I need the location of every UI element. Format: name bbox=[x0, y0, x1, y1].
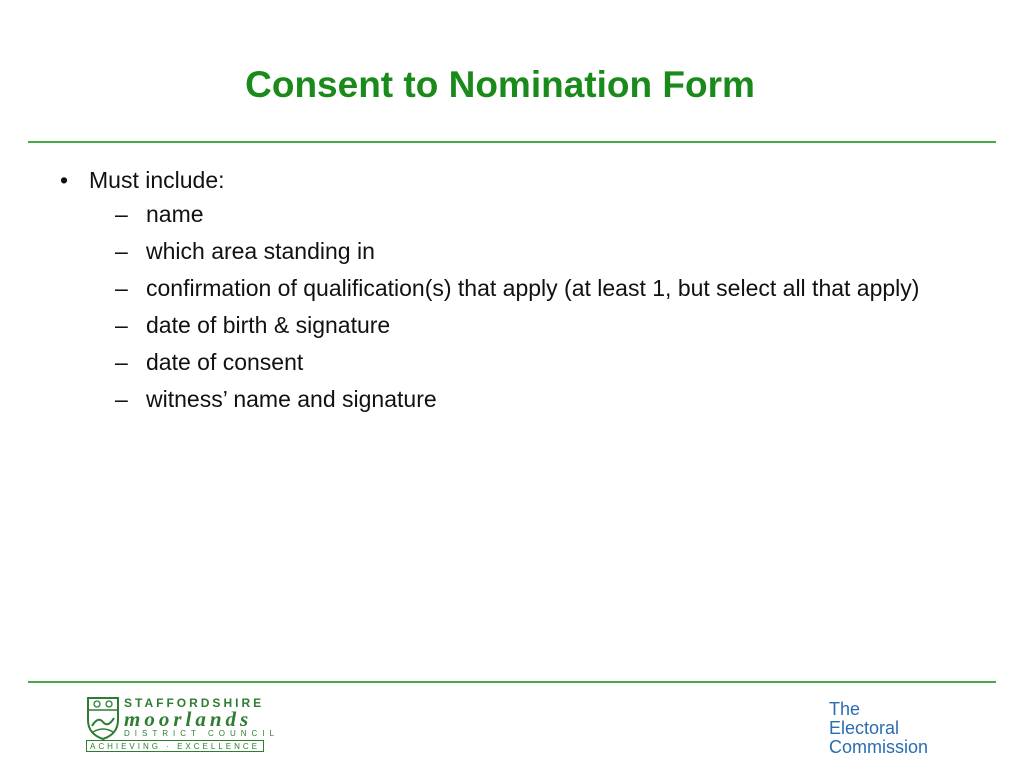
sub-bullet-item bbox=[60, 384, 960, 415]
bullet-text: Must include: bbox=[89, 167, 225, 193]
sub-bullet-text: witness’ name and signature bbox=[146, 386, 437, 412]
sub-bullet-text: confirmation of qualification(s) that apply (at least 1, but select all that apply) bbox=[146, 275, 920, 301]
slide-content bbox=[60, 163, 960, 421]
council-name-line1: STAFFORDSHIRE bbox=[124, 696, 265, 710]
sub-bullet-item bbox=[60, 310, 960, 341]
sub-bullet-text: date of birth & signature bbox=[146, 312, 391, 338]
council-crest-icon bbox=[86, 696, 120, 740]
sub-bullet-list bbox=[60, 199, 960, 415]
dash-marker: – bbox=[115, 201, 128, 227]
council-tagline: ACHIEVING · EXCELLENCE bbox=[86, 740, 264, 752]
sub-bullet-item bbox=[60, 236, 960, 267]
bullet-item bbox=[60, 163, 960, 197]
council-wordmark bbox=[124, 696, 279, 739]
council-name-line3: DISTRICT COUNCIL bbox=[124, 729, 279, 738]
dash-marker: – bbox=[115, 312, 128, 338]
dash-marker: – bbox=[115, 386, 128, 412]
sub-bullet-text: which area standing in bbox=[146, 238, 375, 264]
council-name-line2: moorlands bbox=[124, 707, 253, 731]
dash-marker: – bbox=[115, 275, 128, 301]
sub-bullet-text: date of consent bbox=[146, 349, 304, 375]
commission-line2: Electoral bbox=[829, 718, 900, 738]
sub-bullet-item bbox=[60, 199, 960, 230]
slide-title: Consent to Nomination Form bbox=[245, 64, 755, 105]
commission-line3: Commission bbox=[829, 737, 929, 757]
council-logo bbox=[86, 696, 279, 754]
electoral-commission-logo bbox=[829, 700, 928, 757]
bullet-marker: • bbox=[60, 167, 69, 193]
dash-marker: – bbox=[115, 238, 128, 264]
commission-line1: The bbox=[829, 699, 861, 719]
dash-marker: – bbox=[115, 349, 128, 375]
top-divider bbox=[28, 141, 996, 143]
sub-bullet-text: name bbox=[146, 201, 204, 227]
bottom-divider bbox=[28, 681, 996, 683]
sub-bullet-item bbox=[60, 347, 960, 378]
sub-bullet-item bbox=[60, 273, 960, 304]
